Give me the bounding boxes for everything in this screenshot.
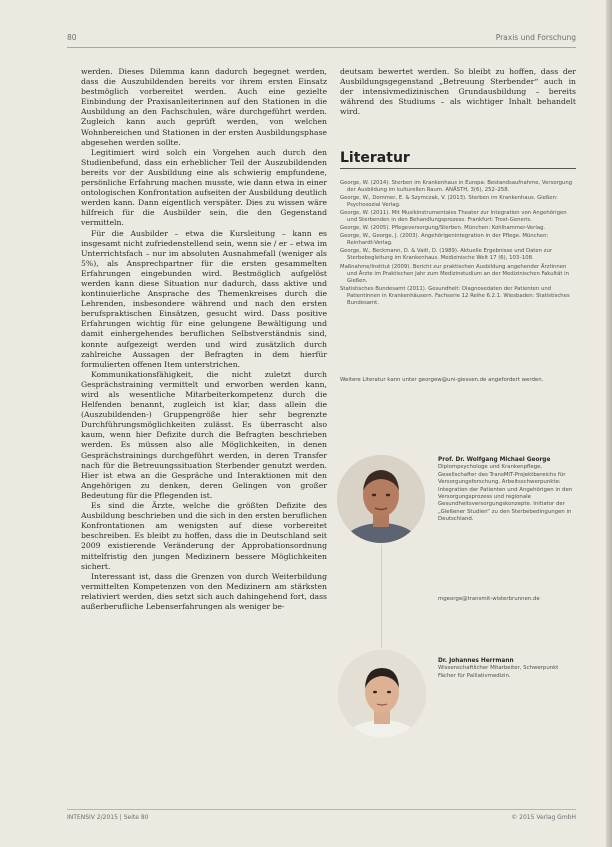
- paragraph: Legitimiert wird solch ein Vorgehen auch durch den Studienbefund, dass ein erheblicher Teil der Auszubildenden bereits vor der Ausbildung eine als schwierig empfundene, persönliche Erfahrung machen musste, wie dann etwa in einer ontologischen Konfrontation aufseiten der Ausbildung deutlich werden kann. Dann eigentlich verspäter. Dies zu wissen wäre hilfreich für die Ausbilder sein, die den Gegenstand vermitteln.: [81, 147, 327, 228]
- literature-contact-note: Weitere Literatur kann unter georgew@uni-giessen.de angefordert werden.: [340, 377, 544, 383]
- paragraph: werden. Dieses Dilemma kann dadurch begegnet werden, dass die Auszubildenden bereits vor ihrem ersten Einsatz bestmöglich vorbereitet werden. Auch eine gezielte Einbindung der Praxisanleiterinnen auf den Stationen in die Ausbildung an den Fachschulen, wäre durchgeführt werden. Zugleich kann auch geprüft werden, von welchen Wohnbereichen und Stationen in der ersten Ausbildungsphase abgesehen werden sollte.: [81, 67, 327, 147]
- footer-journal-info: INTENSIV 2/2015 | Seite 80: [67, 814, 149, 821]
- left-column: [81, 67, 327, 612]
- reference-item: George, W. (2011). Mit Musikinstrumentales Theater zur Integration von Angehörigen und Sterbenden in den Behandlungsprozess. Frankfurt: Trost-Generis.: [340, 210, 567, 224]
- author-email[interactable]: mgeorge@transmit-wisterbrunnen.de: [438, 596, 540, 602]
- author-bio-herrmann: [438, 658, 576, 680]
- paragraph: deutsam bewertet werden. So bleibt zu hoffen, dass der Ausbildungsgegenstand „Betreuung Sterbender“ auch in der intensivmedizinischen Grundausbildung – bereits während des Studiums – als wichtiger Inhalt behandelt wird.: [340, 67, 576, 117]
- reference-item: George, W. (2005). Pflegeversorgung/Sterben. München: Kohlhammer-Verlag.: [340, 225, 546, 232]
- reference-item: Statistisches Bundesamt (2011). Gesundheit: Diagnosedaten der Patienten und Patientinnen in Krankenhäusern. Fachserie 12 Reihe 6.2.1. Wiesbaden: Statistisches Bundesamt.: [340, 285, 570, 306]
- reference-item: Maßnahme/Institut (2009). Bericht zur praktischen Ausbildung angehender Ärztinnen und Ärzte im Praktischen Jahr zum Medizinstudium an der Medizinischen Fakultät in Gießen.: [340, 263, 569, 284]
- right-column-intro: [340, 67, 576, 117]
- reference-item: George, W., Beckmann, D. & Vaitl, D. (1989). Aktuelle Ergebnisse und Daten zur Sterbebegleitung im Krankenhaus. Medizinische Welt 17 (6), 103–108.: [340, 248, 553, 262]
- portrait-image: [337, 455, 425, 543]
- paragraph: Kommunikationsfähigkeit, die nicht zuletzt durch Gesprächstraining vermittelt und erworben werden kann, wird als wesentliche Mitarbeiterkompetenz durch die Helfenden benannt, zugleich ist klar, dass allein die (Auszubildenden-) Gruppengröße hier sehr begrenzte Durchführungsmöglichkeiten zulässt. Es überrascht also kaum, wenn hier Defizite durch die Befragten beschrieben werden. Es müssen also alle Möglichkeiten, in denen Gesprächstrainings durchgeführt werden, in deren Transfer nach für die Betreuungssituation Sterbender genutzt werden. Hier ist etwa an die Gespräche und Interaktionen mit den Angehörigen zu denken, deren Gelingen von großer Bedeutung für die Pflegenden ist.: [81, 369, 327, 500]
- portrait-image: [338, 650, 426, 738]
- author-photo-herrmann: [338, 650, 426, 738]
- paragraph: Interessant ist, dass die Grenzen von durch Weiterbildung vermittelten Kompetenzen von den Medizinern am stärksten relativiert werden, dies setzt sich auch dahingehend fort, dass außerberufliche Lebenserfahrungen als weniger be-: [81, 571, 327, 611]
- reference-list: [340, 180, 574, 308]
- literature-heading: Literatur: [340, 150, 576, 169]
- page-footer: [67, 809, 576, 824]
- page-number: 80: [67, 33, 77, 42]
- section-title: Praxis und Forschung: [495, 33, 576, 42]
- author-photo-george: [337, 455, 425, 543]
- divider-line: [381, 545, 382, 648]
- footer-copyright: © 2015 Verlag GmbH: [511, 814, 576, 821]
- reference-item: George, W., Dommer, E. & Szymczak, V. (2013). Sterben im Krankenhaus. Gießen: Psychosozial Verlag.: [340, 195, 558, 209]
- reference-item: George, W., George, J. (2003). Angehörigenintegration in der Pflege. München: Reinhardt-Verlag.: [340, 233, 549, 247]
- paragraph: Es sind die Ärzte, welche die größten Defizite des Ausbildung beschrieben und die sich in den ersten beruflichen Konfrontationen am wenigsten auf diese vorbereitet beschreiben. Es bleibt zu hoffen, dass die in Deutschland seit 2009 existierende Veränderung der Approbationsordnung mittelfristig den jungen Medizinern bessere Möglichkeiten sichert.: [81, 501, 327, 571]
- page-edge-shadow: [606, 0, 612, 847]
- author-name: Dr. Johannes Herrmann: [438, 658, 514, 664]
- page-header: [67, 33, 576, 48]
- author-bio-george: [438, 457, 576, 524]
- author-description: Wissenschaftlicher Mitarbeiter, Schwerpunkt Fächer für Palliativmedizin.: [438, 665, 559, 679]
- reference-item: George, W. (2014). Sterben im Krankenhaus in Europa: Bestandsaufnahme, Versorgung der Ausbildung im kulturellen Raum. ANÄSTH, 3(6), 252–258.: [340, 180, 573, 194]
- paragraph: Für die Ausbilder – etwa die Kursleitung – kann es insgesamt nicht zufriedenstellend sein, wenn sie / er – etwa im Unterrichtsfach – nur im absoluten Ausnahmefall (weniger als 5%), als Ansprechpartner für die ersten gesammelten Erfahrungen eingebunden wird. Bestmöglich aufgelöst werden kann diese Situation nur dadurch, dass aktive und kontinuierliche Ansprache des Themenkreises durch die Lehrenden, insbesondere während und nach den ersten berufspraktischen Einsätzen, gesucht wird. Dass positive Erfahrungen wichtig für eine gelungene Bewältigung und damit einhergehendes beruflichen Selbstverständnis sind, konnte aufgezeigt werden und wird zusätzlich durch zahlreiche Aussagen der Befragten in dem hierfür formulierten offenen Item unterstrichen.: [81, 228, 327, 369]
- author-name: Prof. Dr. Wolfgang Michael George: [438, 457, 551, 463]
- author-description: Diplompsychologe und Krankenpflege, Gesellschafter des TransMIT-Projektbereichs für Versorgungsforschung. Arbeitsschwerpunkte: Integration der Patienten und Angehörigen in den Versorgungsprozess und regionale Gesundheitsversorgungskonzepte. Initiator der „Gießener Studien“ zu den Sterbebedingungen in Deutschland.: [438, 464, 573, 523]
